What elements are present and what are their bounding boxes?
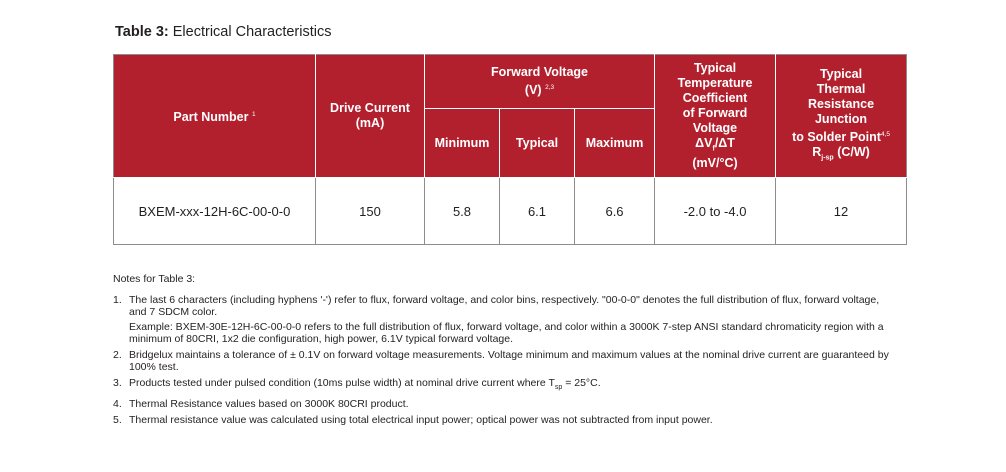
note-1: 1. The last 6 characters (including hyphens '-') refer to flux, forward voltage, and color bins, respectively. "00-0-0" denotes the full distribution of flux, forward voltage, and 7 SDCM color. Example: BXEM-30E-12H-6C-00-0-0 refers to the full distribution of flux, forward voltage, and color within a 3000K 7-step ANSI standard chromaticity region with a minimum of 80CRI, 1x2 die configuration, high power, 6.1V typical forward voltage. xyxy=(113,294,893,345)
header-temperature-coefficient: Typical Temperature Coefficient of Forward Voltage $\Delta V_f/\Delta T$ (mV/°C) xyxy=(655,55,776,178)
table-title-label: Table 3: xyxy=(115,24,169,40)
notes-section xyxy=(113,273,893,430)
cell-temperature-coefficient: -2.0 to -4.0 xyxy=(655,178,776,245)
electrical-characteristics-table xyxy=(113,54,907,245)
note-2: 2. Bridgelux maintains a tolerance of ± 0.1V on forward voltage measurements. Voltage minimum and maximum values at the nominal drive current are guaranteed by 100% test. xyxy=(113,349,889,373)
cell-minimum: 5.8 xyxy=(425,178,500,245)
header-maximum: Maximum xyxy=(575,109,655,178)
header-forward-voltage: Forward Voltage (V) $^{2,3}$ xyxy=(425,55,655,109)
header-drive-current: Drive Current (mA) xyxy=(316,55,425,178)
table-title xyxy=(115,24,332,40)
note-3: 3. Products tested under pulsed condition (10ms pulse width) at nominal drive current where $T_{sp} = 25^\circ C$. xyxy=(113,377,601,392)
note-5: 5. Thermal resistance value was calculated using total electrical input power; optical power was not subtracted from input power. xyxy=(113,414,713,427)
note-4: 4. Thermal Resistance values based on 3000K 80CRI product. xyxy=(113,398,409,411)
header-part-number: Part Number $^1$ xyxy=(114,55,316,178)
table-title-text: Electrical Characteristics xyxy=(172,24,332,40)
notes-heading: Notes for Table 3: xyxy=(113,273,196,285)
header-typical: Typical xyxy=(500,109,575,178)
table-row xyxy=(114,178,907,245)
cell-drive-current: 150 xyxy=(316,178,425,245)
cell-maximum: 6.6 xyxy=(575,178,655,245)
cell-thermal-resistance: 12 xyxy=(776,178,907,245)
note-1-example: Example: BXEM-30E-12H-6C-00-0-0 refers to the full distribution of flux, forward voltage, and color within a 3000K 7-step ANSI standard chromaticity region with a minimum of 80CRI, 1x2 die configuration, high power, 6.1V typical forward voltage. xyxy=(129,321,884,345)
cell-typical: 6.1 xyxy=(500,178,575,245)
header-thermal-resistance: Typical Thermal Resistance Junction to Solder Point$^{4,5}$ $R_{j-sp}$ (C/W) xyxy=(776,55,907,178)
cell-part-number: BXEM-xxx-12H-6C-00-0-0 xyxy=(114,178,316,245)
header-minimum: Minimum xyxy=(425,109,500,178)
